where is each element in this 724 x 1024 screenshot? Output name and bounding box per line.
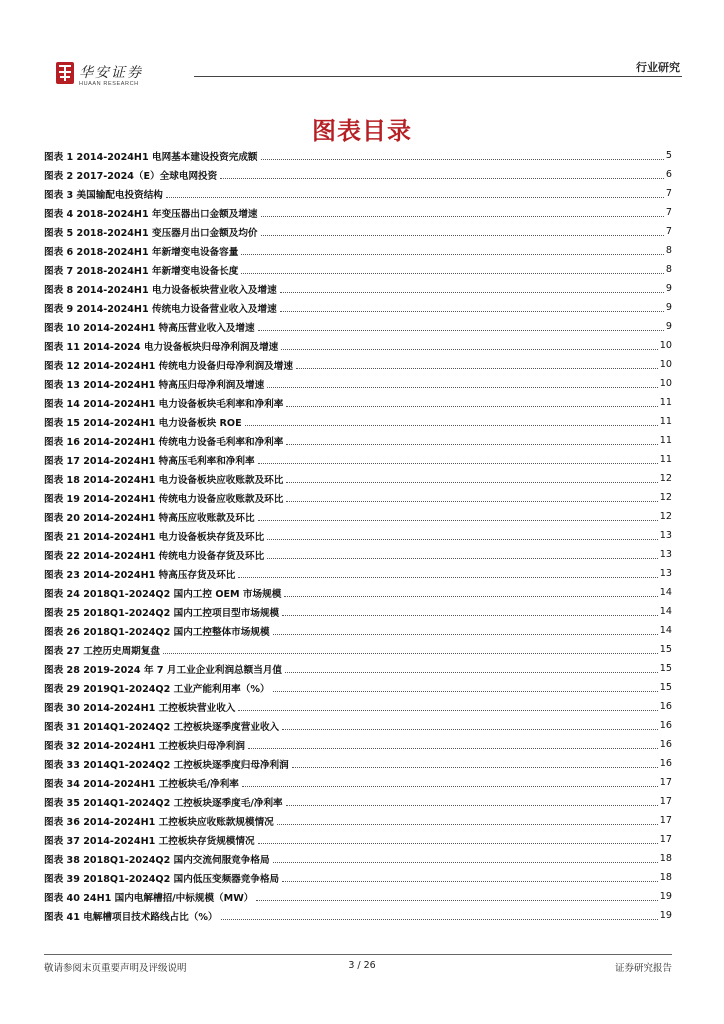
toc-leader-dots [258, 329, 664, 331]
toc-entry-page: 11 [659, 416, 672, 427]
toc-leader-dots [238, 709, 657, 711]
toc-entry-page: 9 [665, 321, 672, 332]
toc-entry-page: 7 [665, 188, 672, 199]
toc-entry[interactable] [44, 716, 672, 735]
toc-entry-label: 图表 14 2014-2024H1 电力设备板块毛利率和净利率 [44, 398, 284, 410]
toc-entry-page: 12 [659, 492, 672, 503]
toc-entry[interactable] [44, 697, 672, 716]
toc-entry-page: 16 [659, 758, 672, 769]
toc-entry-page: 13 [659, 530, 672, 541]
toc-entry[interactable] [44, 621, 672, 640]
toc-leader-dots [261, 234, 664, 236]
toc-leader-dots [286, 443, 657, 445]
toc-entry-page: 16 [659, 701, 672, 712]
toc-entry-label: 图表 3 美国输配电投资结构 [44, 189, 163, 201]
footer-disclaimer: 敬请参阅末页重要声明及评级说明 [44, 963, 187, 974]
toc-entry-label: 图表 8 2014-2024H1 电力设备板块营业收入及增速 [44, 284, 277, 296]
toc-leader-dots [273, 690, 658, 692]
toc-entry[interactable] [44, 203, 672, 222]
toc-entry-label: 图表 31 2014Q1-2024Q2 工控板块逐季度营业收入 [44, 721, 280, 733]
toc-entry[interactable] [44, 678, 672, 697]
toc-entry[interactable] [44, 773, 672, 792]
toc-entry-label: 图表 41 电解槽项目技术路线占比（%） [44, 911, 218, 923]
toc-leader-dots [292, 766, 658, 768]
toc-entry-page: 10 [659, 359, 672, 370]
toc-entry[interactable] [44, 735, 672, 754]
toc-entry-label: 图表 22 2014-2024H1 传统电力设备存货及环比 [44, 550, 265, 562]
huaan-logo-icon [56, 62, 74, 84]
toc-entry-page: 17 [659, 796, 672, 807]
toc-entry[interactable] [44, 469, 672, 488]
toc-entry[interactable] [44, 260, 672, 279]
toc-entry[interactable] [44, 545, 672, 564]
toc-entry-label: 图表 7 2018-2024H1 年新增变电设备长度 [44, 265, 239, 277]
toc-entry-page: 10 [659, 378, 672, 389]
toc-entry-page: 18 [659, 872, 672, 883]
toc-leader-dots [280, 310, 664, 312]
toc-entry-label: 图表 27 工控历史周期复盘 [44, 645, 160, 657]
toc-entry[interactable] [44, 564, 672, 583]
toc-entry-page: 13 [659, 549, 672, 560]
toc-entry[interactable] [44, 412, 672, 431]
toc-entry-page: 8 [665, 264, 672, 275]
toc-leader-dots [220, 177, 664, 179]
toc-entry-page: 12 [659, 473, 672, 484]
toc-entry[interactable] [44, 640, 672, 659]
toc-entry-label: 图表 6 2018-2024H1 年新增变电设备容量 [44, 246, 239, 258]
toc-leader-dots [285, 671, 658, 673]
toc-entry-page: 19 [659, 891, 672, 902]
toc-leader-dots [282, 614, 658, 616]
toc-entry-label: 图表 10 2014-2024H1 特高压营业收入及增速 [44, 322, 255, 334]
toc-entry-label: 图表 17 2014-2024H1 特高压毛利率和净利率 [44, 455, 255, 467]
toc-leader-dots [238, 576, 657, 578]
toc-entry[interactable] [44, 393, 672, 412]
toc-entry[interactable] [44, 906, 672, 925]
toc-entry-page: 15 [659, 644, 672, 655]
toc-leader-dots [166, 196, 664, 198]
toc-leader-dots [256, 899, 657, 901]
toc-entry[interactable] [44, 811, 672, 830]
toc-leader-dots [258, 519, 658, 521]
toc-leader-dots [267, 557, 658, 559]
toc-leader-dots [267, 538, 658, 540]
toc-entry-label: 图表 20 2014-2024H1 特高压应收账款及环比 [44, 512, 255, 524]
toc-leader-dots [267, 386, 658, 388]
toc-entry[interactable] [44, 241, 672, 260]
toc-entry-page: 9 [665, 302, 672, 313]
toc-entry-page: 17 [659, 834, 672, 845]
toc-entry-page: 15 [659, 682, 672, 693]
toc-entry[interactable] [44, 222, 672, 241]
toc-entry-page: 19 [659, 910, 672, 921]
toc-entry-label: 图表 28 2019-2024 年 7 月工业企业利润总额当月值 [44, 664, 283, 676]
toc-entry-label: 图表 30 2014-2024H1 工控板块营业收入 [44, 702, 236, 714]
toc-leader-dots [282, 880, 658, 882]
toc-entry-label: 图表 26 2018Q1-2024Q2 国内工控整体市场规模 [44, 626, 270, 638]
toc-entry-label: 图表 38 2018Q1-2024Q2 国内交流伺服竞争格局 [44, 854, 270, 866]
toc-entry-label: 图表 13 2014-2024H1 特高压归母净利润及增速 [44, 379, 265, 391]
toc-leader-dots [286, 405, 657, 407]
toc-leader-dots [245, 424, 658, 426]
toc-entry-page: 11 [659, 397, 672, 408]
toc-entry[interactable] [44, 868, 672, 887]
toc-entry-label: 图表 12 2014-2024H1 传统电力设备归母净利润及增速 [44, 360, 293, 372]
toc-leader-dots [241, 253, 664, 255]
toc-entry[interactable] [44, 184, 672, 203]
toc-entry[interactable] [44, 602, 672, 621]
toc-entry[interactable] [44, 336, 672, 355]
toc-entry-label: 图表 19 2014-2024H1 传统电力设备应收账款及环比 [44, 493, 284, 505]
toc-entry-page: 8 [665, 245, 672, 256]
toc-leader-dots [273, 861, 658, 863]
page-title: 图表目录 [312, 117, 412, 145]
toc-leader-dots [286, 481, 657, 483]
toc-entry[interactable] [44, 849, 672, 868]
toc-leader-dots [221, 918, 658, 920]
logo-text-cn: 华安证券 [79, 65, 143, 81]
toc-entry[interactable] [44, 488, 672, 507]
toc-entry-label: 图表 29 2019Q1-2024Q2 工业产能利用率（%） [44, 683, 270, 695]
toc-entry-page: 16 [659, 739, 672, 750]
toc-list [44, 146, 672, 925]
footer-divider [44, 954, 672, 955]
toc-entry-page: 12 [659, 511, 672, 522]
toc-entry-label: 图表 34 2014-2024H1 工控板块毛/净利率 [44, 778, 239, 790]
toc-entry-label: 图表 37 2014-2024H1 工控板块存货规模情况 [44, 835, 255, 847]
toc-entry[interactable] [44, 450, 672, 469]
toc-entry-label: 图表 16 2014-2024H1 传统电力设备毛利率和净利率 [44, 436, 284, 448]
toc-entry-label: 图表 33 2014Q1-2024Q2 工控板块逐季度归母净利润 [44, 759, 289, 771]
toc-entry[interactable] [44, 431, 672, 450]
toc-leader-dots [163, 652, 658, 654]
toc-entry[interactable] [44, 887, 672, 906]
toc-entry-page: 6 [665, 169, 672, 180]
toc-entry[interactable] [44, 507, 672, 526]
toc-leader-dots [277, 823, 658, 825]
toc-entry-label: 图表 40 24H1 国内电解槽招/中标规模（MW） [44, 892, 254, 904]
toc-leader-dots [261, 158, 664, 160]
toc-entry-label: 图表 15 2014-2024H1 电力设备板块 ROE [44, 417, 242, 429]
toc-entry-label: 图表 2 2017-2024（E）全球电网投资 [44, 170, 218, 182]
toc-entry-page: 15 [659, 663, 672, 674]
header-divider [194, 76, 682, 77]
toc-leader-dots [242, 785, 658, 787]
toc-leader-dots [286, 500, 657, 502]
toc-entry-page: 13 [659, 568, 672, 579]
footer-report-type: 证券研究报告 [614, 963, 672, 974]
toc-leader-dots [248, 747, 658, 749]
toc-entry[interactable] [44, 659, 672, 678]
toc-leader-dots [286, 804, 658, 806]
toc-entry[interactable] [44, 754, 672, 773]
toc-entry-label: 图表 18 2014-2024H1 电力设备板块应收账款及环比 [44, 474, 284, 486]
toc-leader-dots [284, 595, 657, 597]
toc-entry-label: 图表 35 2014Q1-2024Q2 工控板块逐季度毛/净利率 [44, 797, 283, 809]
page-indicator: 3 / 26 [348, 960, 376, 971]
toc-entry-page: 14 [659, 587, 672, 598]
toc-entry-label: 图表 4 2018-2024H1 年变压器出口金额及增速 [44, 208, 258, 220]
toc-entry-page: 5 [665, 150, 672, 161]
toc-leader-dots [258, 842, 658, 844]
toc-leader-dots [261, 215, 664, 217]
toc-entry[interactable] [44, 165, 672, 184]
toc-leader-dots [258, 462, 658, 464]
toc-entry[interactable] [44, 146, 672, 165]
toc-entry-page: 9 [665, 283, 672, 294]
toc-entry-page: 14 [659, 606, 672, 617]
toc-entry-page: 10 [659, 340, 672, 351]
toc-entry-label: 图表 32 2014-2024H1 工控板块归母净利润 [44, 740, 245, 752]
toc-entry[interactable] [44, 355, 672, 374]
toc-entry-label: 图表 5 2018-2024H1 变压器月出口金额及均价 [44, 227, 258, 239]
toc-leader-dots [273, 633, 658, 635]
toc-entry-page: 18 [659, 853, 672, 864]
toc-entry[interactable] [44, 298, 672, 317]
toc-entry[interactable] [44, 583, 672, 602]
toc-entry-page: 7 [665, 207, 672, 218]
toc-entry-label: 图表 11 2014-2024 电力设备板块归母净利润及增速 [44, 341, 279, 353]
toc-entry-label: 图表 39 2018Q1-2024Q2 国内低压变频器竞争格局 [44, 873, 280, 885]
section-label: 行业研究 [636, 61, 680, 74]
toc-entry-page: 11 [659, 435, 672, 446]
toc-entry[interactable] [44, 830, 672, 849]
toc-leader-dots [281, 348, 658, 350]
toc-entry-page: 14 [659, 625, 672, 636]
toc-entry-label: 图表 9 2014-2024H1 传统电力设备营业收入及增速 [44, 303, 277, 315]
toc-leader-dots [296, 367, 658, 369]
toc-entry-label: 图表 23 2014-2024H1 特高压存货及环比 [44, 569, 236, 581]
page-header [44, 52, 682, 92]
logo-text-en: HUAAN RESEARCH [79, 81, 139, 87]
toc-entry[interactable] [44, 279, 672, 298]
toc-entry-label: 图表 25 2018Q1-2024Q2 国内工控项目型市场规模 [44, 607, 280, 619]
toc-entry-page: 16 [659, 720, 672, 731]
toc-entry-label: 图表 1 2014-2024H1 电网基本建设投资完成额 [44, 151, 258, 163]
toc-leader-dots [282, 728, 658, 730]
toc-entry-page: 17 [659, 777, 672, 788]
toc-entry-label: 图表 24 2018Q1-2024Q2 国内工控 OEM 市场规模 [44, 588, 282, 600]
toc-entry[interactable] [44, 374, 672, 393]
toc-leader-dots [241, 272, 664, 274]
toc-entry[interactable] [44, 526, 672, 545]
toc-entry-label: 图表 36 2014-2024H1 工控板块应收账款规模情况 [44, 816, 274, 828]
toc-entry[interactable] [44, 317, 672, 336]
toc-leader-dots [280, 291, 664, 293]
toc-entry[interactable] [44, 792, 672, 811]
toc-entry-page: 7 [665, 226, 672, 237]
toc-entry-label: 图表 21 2014-2024H1 电力设备板块存货及环比 [44, 531, 265, 543]
toc-entry-page: 11 [659, 454, 672, 465]
toc-entry-page: 17 [659, 815, 672, 826]
